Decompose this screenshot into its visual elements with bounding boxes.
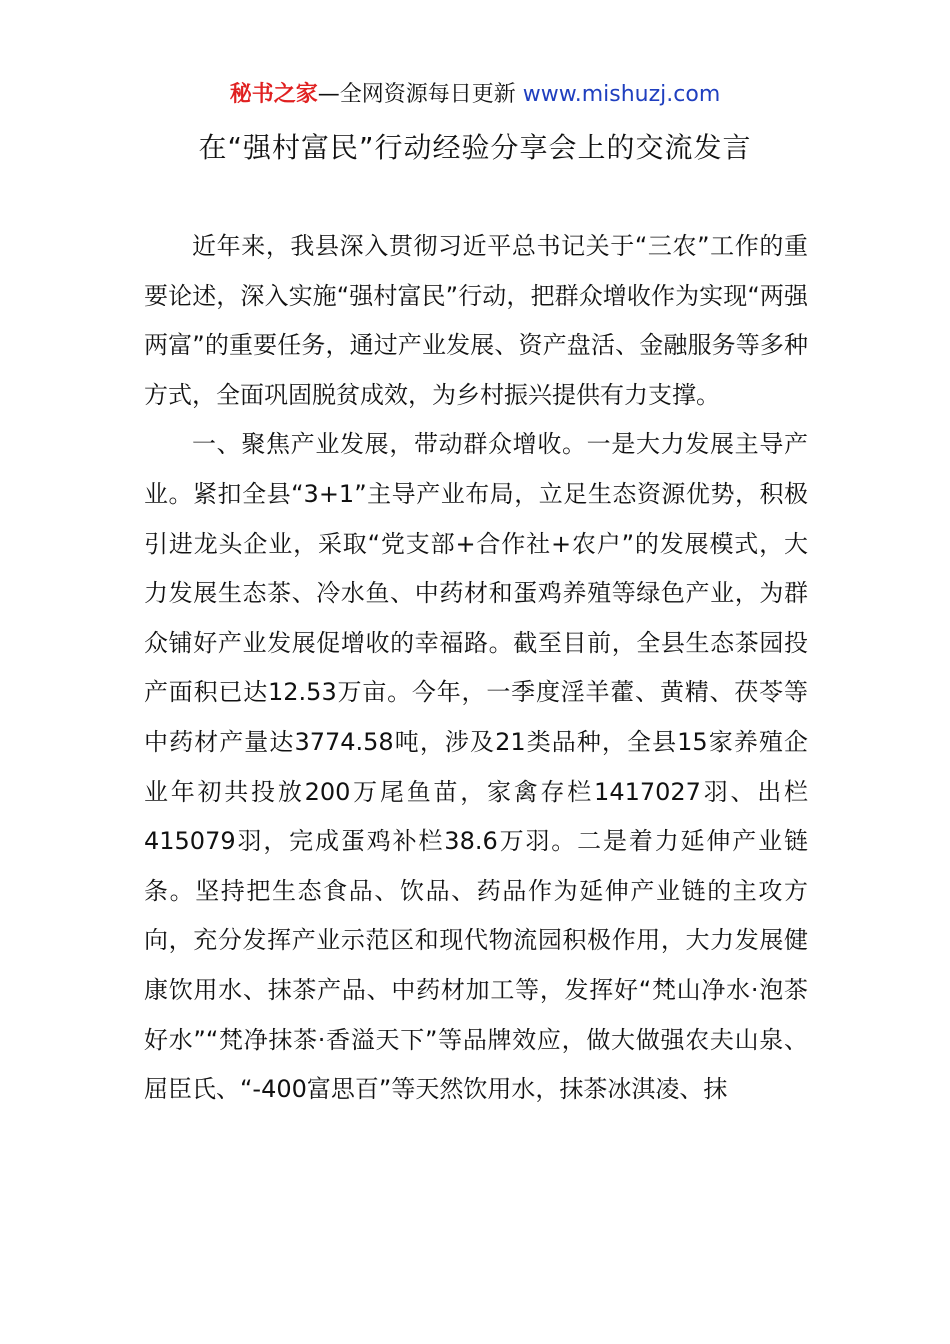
document-body — [144, 222, 808, 1115]
paragraph-intro: 近年来，我县深入贯彻习近平总书记关于“三农”工作的重要论述，深入实施“强村富民”行动，把群众增收作为实现“两强两富”的重要任务，通过产业发展、资产盘活、金融服务等多种方式，全面巩固脱贫成效，为乡村振兴提供有力支撑。 — [144, 232, 808, 409]
site-header — [0, 80, 950, 110]
site-url-link[interactable]: www.mishuzj.com — [522, 82, 721, 107]
site-brand: 秘书之家 — [229, 82, 318, 107]
site-tagline: —全网资源每日更新 — [317, 82, 523, 107]
document-title: 在“强村富民”行动经验分享会上的交流发言 — [198, 131, 752, 164]
paragraph-section-one: 一、聚焦产业发展，带动群众增收。一是大力发展主导产业。紧扣全县“3+1”主导产业布局，立足生态资源优势，积极引进龙头企业，采取“党支部+合作社+农户”的发展模式，大力发展生态茶、冷水鱼、中药材和蛋鸡养殖等绿色产业，为群众铺好产业发展促增收的幸福路。截至目前，全县生态茶园投产面积已达12.53万亩。今年，一季度淫羊藿、黄精、茯苓等中药材产量达3774.58吨，涉及21类品种，全县15家养殖企业年初共投放200万尾鱼苗，家禽存栏1417027羽、出栏415079羽，完成蛋鸡补栏38.6万羽。二是着力延伸产业链条。坚持把生态食品、饮品、药品作为延伸产业链的主攻方向，充分发挥产业示范区和现代物流园积极作用，大力发展健康饮用水、抹茶产品、中药材加工等，发挥好“梵山净水·泡茶好水”“梵净抹茶·香溢天下”等品牌效应，做大做强农夫山泉、屈臣氏、“-400富思百”等天然饮用水，抹茶冰淇凌、抹 — [144, 430, 808, 1104]
